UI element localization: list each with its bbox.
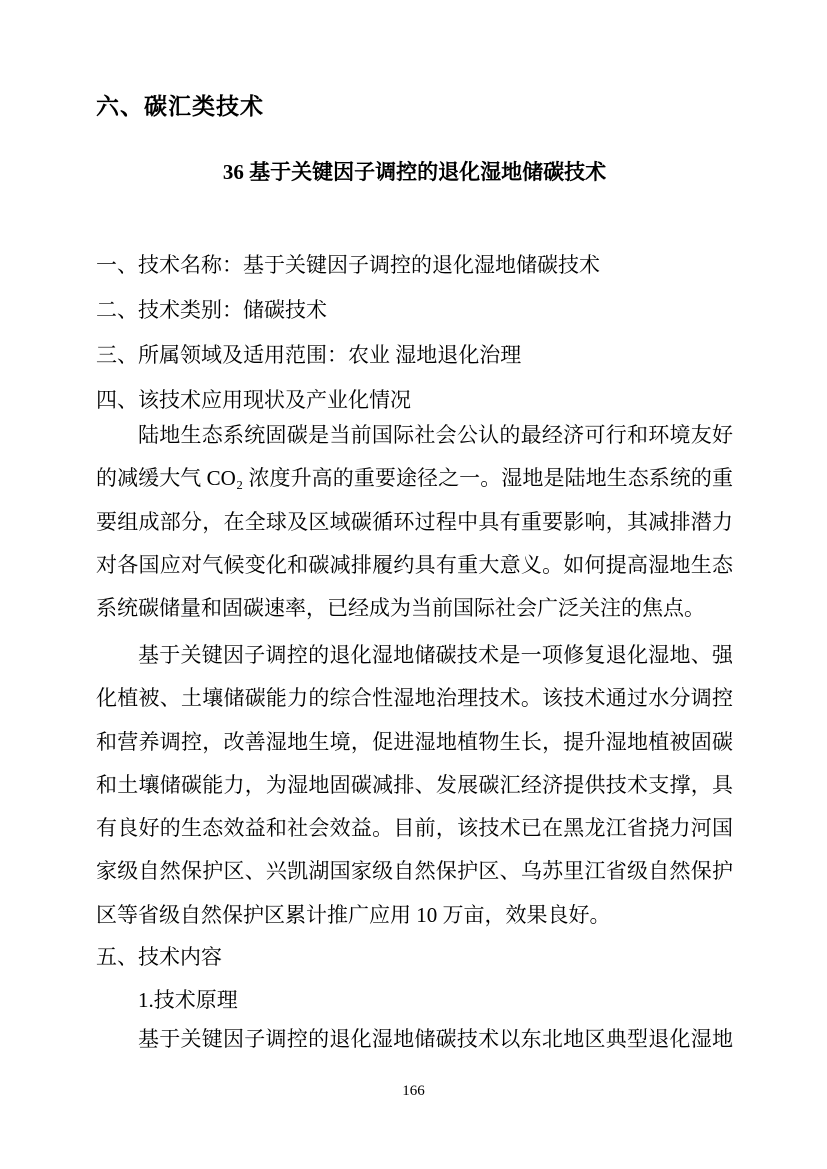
list-item-technology-category: 二、技术类别：储碳技术: [96, 298, 327, 322]
paragraph-application-status-1: [96, 414, 733, 630]
paragraph-line: 对各国应对气候变化和碳减排履约具有重大意义。如何提高湿地生态: [96, 552, 733, 577]
list-item-technology-name: 一、技术名称：基于关键因子调控的退化湿地储碳技术: [96, 253, 600, 277]
paragraph-line: 要组成部分，在全球及区域碳循环过程中具有重要影响，其减排潜力: [96, 509, 733, 534]
paragraph-line: 区等省级自然保护区累计推广应用 10 万亩，效果良好。: [96, 902, 611, 927]
paragraph-technology-principle: [96, 1018, 733, 1061]
paragraph-line: 基于关键因子调控的退化湿地储碳技术以东北地区典型退化湿地: [138, 1027, 733, 1051]
paragraph-line: 的减缓大气 CO₂ 浓度升高的重要途径之一。湿地是陆地生态系统的重: [96, 466, 733, 491]
paragraph-line: 化植被、土壤储碳能力的综合性湿地治理技术。该技术通过水分调控: [96, 686, 733, 711]
item-list: [96, 243, 733, 423]
list-item-application-status: 四、该技术应用现状及产业化情况: [96, 388, 411, 412]
paragraph-line: 家级自然保护区、兴凯湖国家级自然保护区、乌苏里江省级自然保护: [96, 859, 733, 884]
section-heading: 六、碳汇类技术: [96, 93, 264, 119]
doc-title: 36 基于关键因子调控的退化湿地储碳技术: [222, 160, 607, 184]
paragraph-line: 系统碳储量和固碳速率，已经成为当前国际社会广泛关注的焦点。: [96, 596, 705, 621]
sub-heading-technology-principle: 1.技术原理: [138, 988, 238, 1012]
paragraph-line: 和土壤储碳能力，为湿地固碳减排、发展碳汇经济提供技术支撑，具: [96, 772, 733, 797]
list-item-field-scope: 三、所属领域及适用范围：农业 湿地退化治理: [96, 343, 522, 367]
paragraph-application-status-2: [96, 634, 733, 937]
section-heading-technology-content: 五、技术内容: [96, 945, 222, 969]
paragraph-line: 有良好的生态效益和社会效益。目前，该技术已在黑龙江省挠力河国: [96, 816, 733, 841]
paragraph-line: 陆地生态系统固碳是当前国际社会公认的最经济可行和环境友好: [138, 423, 733, 447]
paragraph-line: 基于关键因子调控的退化湿地储碳技术是一项修复退化湿地、强: [138, 643, 733, 667]
paragraph-line: 和营养调控，改善湿地生境，促进湿地植物生长，提升湿地植被固碳: [96, 729, 733, 754]
page-number: 166: [402, 1083, 425, 1099]
